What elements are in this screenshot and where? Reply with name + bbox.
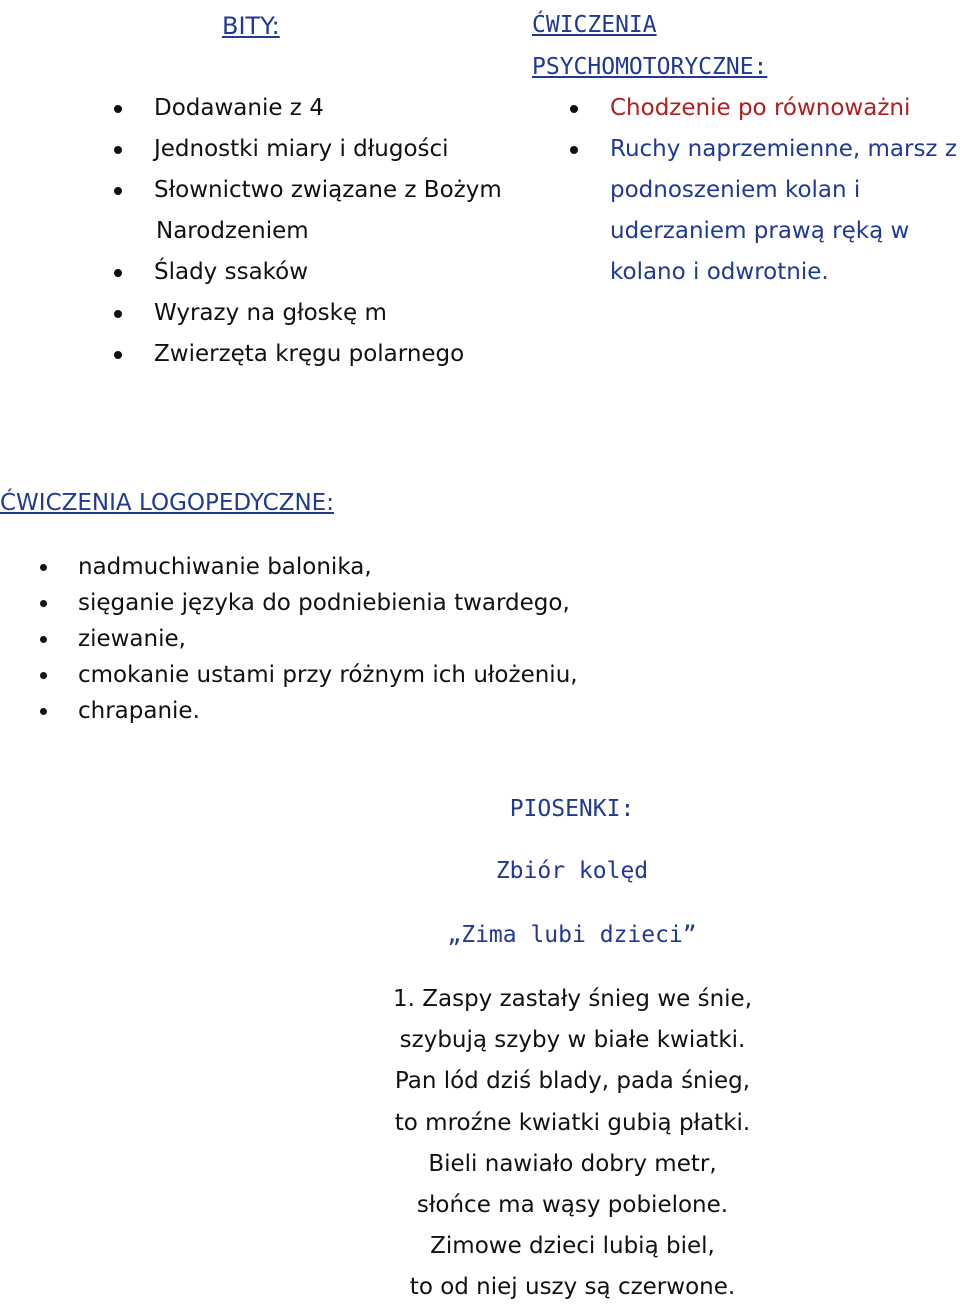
bullet-icon [40, 708, 47, 715]
bullet-icon [40, 600, 47, 607]
bity-list [154, 88, 502, 375]
list-item [154, 252, 502, 293]
psychomotor-item-2-line2: podnoszeniem kolan i [610, 177, 861, 203]
bullet-icon [114, 269, 122, 277]
bullet-icon [114, 187, 122, 195]
bullet-icon [570, 146, 578, 154]
logoped-list [78, 549, 578, 729]
psychomotor-heading-line1: ĆWICZENIA [532, 12, 657, 38]
bity-item-5: Wyrazy na głoskę m [154, 300, 387, 326]
bity-item-3-cont: Narodzeniem [156, 218, 309, 244]
verse-line: Zimowe dzieci lubią biel, [430, 1233, 715, 1260]
logoped-item-2: sięganie języka do podniebienia twardego, [78, 590, 570, 616]
verse-line: 1. Zaspy zastały śnieg we śnie, [392, 986, 753, 1012]
list-item [610, 88, 957, 129]
logoped-heading: ĆWICZENIA LOGOPEDYCZNE: [0, 490, 334, 516]
bity-item-4: Ślady ssaków [154, 259, 309, 285]
list-item [78, 549, 578, 585]
song-collection-title: Zbiór kolęd [495, 858, 649, 884]
bity-item-1: Dodawanie z 4 [154, 95, 324, 121]
list-item [78, 657, 578, 693]
list-item [78, 585, 578, 621]
bullet-icon [114, 351, 122, 359]
logoped-item-4: cmokanie ustami przy różnym ich ułożeniu, [78, 662, 578, 688]
list-item [78, 693, 578, 729]
bity-item-3: Słownictwo związane z Bożym [154, 177, 502, 203]
psychomotor-heading-line2: PSYCHOMOTORYCZNE: [532, 54, 768, 80]
logoped-item-5: chrapanie. [78, 698, 200, 724]
verse-line: słońce ma wąsy pobielone. [416, 1192, 729, 1219]
bullet-icon [40, 636, 47, 643]
verse-line: Pan lód dziś blady, pada śnieg, [394, 1068, 751, 1095]
psychomotor-list [610, 88, 957, 293]
bity-item-6: Zwierzęta kręgu polarnego [154, 341, 465, 367]
list-item [154, 88, 502, 129]
verse-line: szybują szyby w białe kwiatki. [399, 1027, 746, 1054]
psychomotor-item-2-line1: Ruchy naprzemienne, marsz z [610, 136, 957, 162]
bullet-icon [114, 105, 122, 113]
list-item [154, 293, 502, 334]
bullet-icon [40, 672, 47, 679]
logoped-item-1: nadmuchiwanie balonika, [78, 554, 372, 580]
verse-line: to od niej uszy są czerwone. [409, 1274, 736, 1301]
psychomotor-item-2-line4: kolano i odwrotnie. [610, 259, 829, 285]
verse-line: Bieli nawiało dobry metr, [428, 1150, 717, 1177]
list-item [610, 129, 957, 170]
verse-line: to mroźne kwiatki gubią płatki. [394, 1109, 751, 1136]
bullet-icon [570, 105, 578, 113]
logoped-item-3: ziewanie, [78, 626, 186, 652]
bullet-icon [114, 146, 122, 154]
list-item [154, 334, 502, 375]
song-verse [300, 979, 845, 1309]
bullet-icon [40, 564, 47, 571]
psychomotor-item-2-line3: uderzaniem prawą ręką w [610, 218, 910, 244]
piosenki-heading: PIOSENKI: [509, 796, 635, 822]
song-title: „Zima lubi dzieci” [447, 922, 697, 948]
list-item-continuation [154, 211, 502, 252]
list-item [154, 129, 502, 170]
list-item [154, 170, 502, 211]
bity-heading: BITY: [222, 12, 280, 40]
bity-item-2: Jednostki miary i długości [154, 136, 449, 162]
list-item [78, 621, 578, 657]
psychomotor-item-1: Chodzenie po równoważni [610, 95, 911, 121]
bullet-icon [114, 310, 122, 318]
